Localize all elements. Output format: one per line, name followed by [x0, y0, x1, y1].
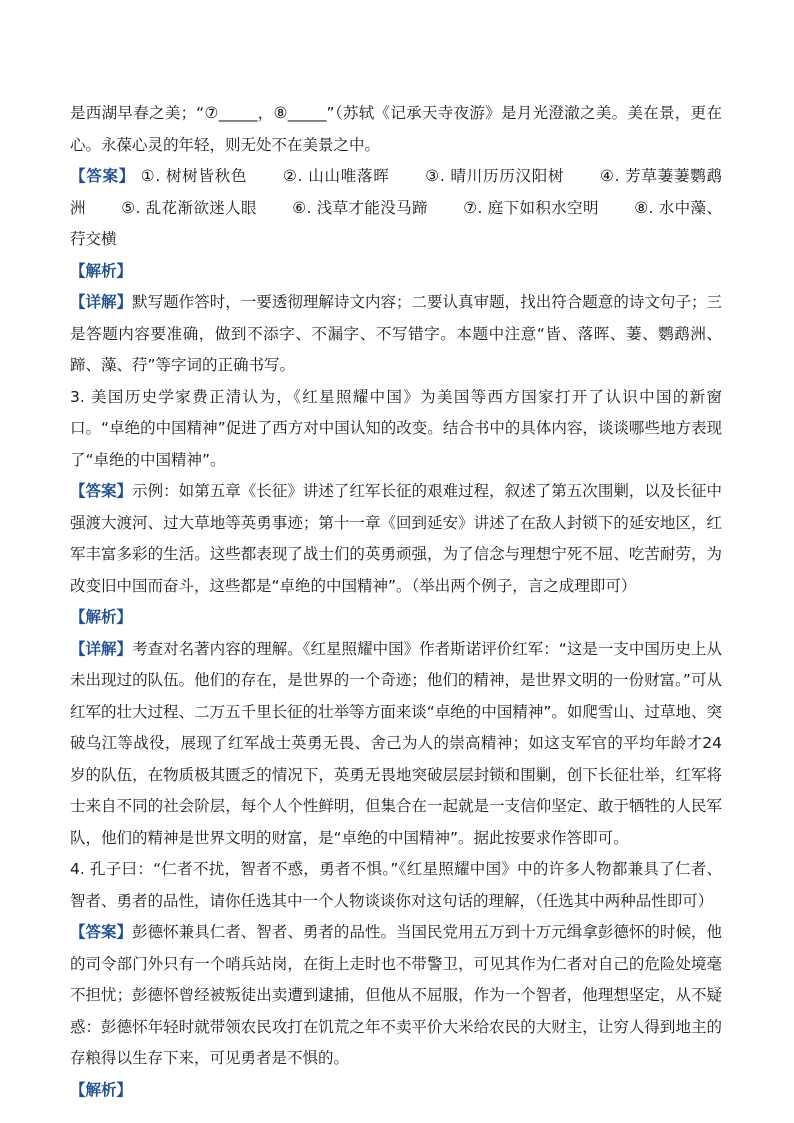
- detail-text: 默写题作答时，一要透彻理解诗文内容；二要认真审题，找出符合题意的诗文句子；三是答题内容要准确，做到不添字、不漏字、不写错字。本题中注意“皆、落晖、萋、鹦鹉洲、蹄、藻、荇”等字词的正确书写。: [70, 293, 722, 374]
- analysis-tag: 【解析】: [70, 608, 133, 626]
- q2-answer: [70, 161, 722, 256]
- answer-item-5: ⑤. 乱花渐欲迷人眼: [121, 198, 257, 217]
- q3-question: 3. 美国历史学家费正清认为，《红星照耀中国》为美国等西方国家打开了认识中国的新窗口。“卓绝的中国精神”促进了西方对中国认知的改变。结合书中的具体内容，谈谈哪些地方表现了“卓绝的中国精神”。: [70, 387, 722, 469]
- answer-item-8: ⑧. 水中藻、荇交横: [70, 198, 722, 248]
- answer-text: 示例：如第五章《长征》讲述了红军长征的艰难过程，叙述了第五次围剿，以及长征中强渡大渡河、过大草地等英勇事迹；第十一章《回到延安》讲述了在敌人封锁下的延安地区，红军丰富多彩的生活。这些都表现了战士们的英勇顽强，为了信念与理想宁死不屈、吃苦耐劳，为改变旧中国而奋斗，这些都是“卓绝的中国精神”。（举出两个例子，言之成理即可）: [70, 482, 722, 595]
- document-content: [70, 98, 722, 1106]
- answer-item-4: ④. 芳草萋萋鹦鹉洲: [70, 167, 722, 217]
- answer-tag: 【答案】: [70, 482, 133, 500]
- q2-poem-tail: 是西湖早春之美；“⑦_____，⑧_____”（苏轼《记承天寺夜游》是月光澄澈之美。美在景，更在心。永葆心灵的年轻，则无处不在美景之中。: [70, 104, 722, 154]
- answer-tag: 【答案】: [70, 923, 133, 941]
- answer-item-3: ③. 晴川历历汉阳树: [425, 167, 565, 185]
- analysis-tag: 【解析】: [70, 261, 133, 280]
- q3-answer: [70, 476, 722, 602]
- q4-analysis-tag: [70, 1075, 722, 1107]
- detail-tag: 【详解】: [70, 293, 133, 311]
- answer-item-2: ②. 山山唯落晖: [282, 167, 390, 185]
- q2-detail: [70, 287, 722, 382]
- q3-detail: [70, 634, 722, 855]
- answer-item-1: ①. 树树皆秋色: [140, 167, 248, 185]
- answer-tag: 【答案】: [70, 167, 136, 185]
- analysis-tag: 【解析】: [70, 1080, 133, 1099]
- answer-text: 彭德怀兼具仁者、智者、勇者的品性。当国民党用五万到十万元缉拿彭德怀的时候，他的司令部门外只有一个哨兵站岗，在街上走时也不带警卫，可见其作为仁者对自己的危险处境毫不担忧；彭德怀曾经被叛徒出卖遭到逮捕，但他从不屈服，作为一个智者，他理想坚定，从不疑惑：彭德怀年轻时就带领农民攻打在饥荒之年不卖平价大米给农民的大财主，让穷人得到地主的存粮得以生存下来，可见勇者是不惧的。: [70, 923, 722, 1067]
- q2-analysis-tag: [70, 256, 722, 288]
- answer-items: [70, 167, 722, 248]
- answer-item-7: ⑦. 庭下如积水空明: [463, 198, 599, 217]
- detail-tag: 【详解】: [70, 639, 133, 658]
- q4-answer: [70, 917, 722, 1075]
- detail-text: 考查对名著内容的理解。《红星照耀中国》作者斯诺评价红军：“这是一支中国历史上从未出现过的队伍。他们的存在，是世界的一个奇迹；他们的精神，是世界文明的一份财富。”可从红军的壮大过程、二万五千里长征的壮举等方面来谈“卓绝的中国精神”。如爬雪山、过草地、突破乌江等战役，展现了红军战士英勇无畏、舍己为人的崇高精神；如这支军官的平均年龄才24岁的队伍，在物质极其匮乏的情况下，英勇无畏地突破层层封锁和围剿，创下长征壮举，红军将士来自不同的社会阶层，每个人个性鲜明，但集合在一起就是一支信仰坚定、敢于牺牲的人民军队，他们的精神是世界文明的财富，是“卓绝的中国精神”。据此按要求作答即可。: [70, 639, 722, 847]
- answer-item-6: ⑥. 浅草才能没马蹄: [292, 198, 428, 217]
- q3-analysis-tag: [70, 602, 722, 634]
- q4-question: 4. 孔子曰：“仁者不扰，智者不惑，勇者不惧。”《红星照耀中国》中的许多人物都兼具了仁者、智者、勇者的品性，请你任选其中一个人物谈谈你对这句话的理解，（任选其中两种品性即可）: [70, 860, 722, 910]
